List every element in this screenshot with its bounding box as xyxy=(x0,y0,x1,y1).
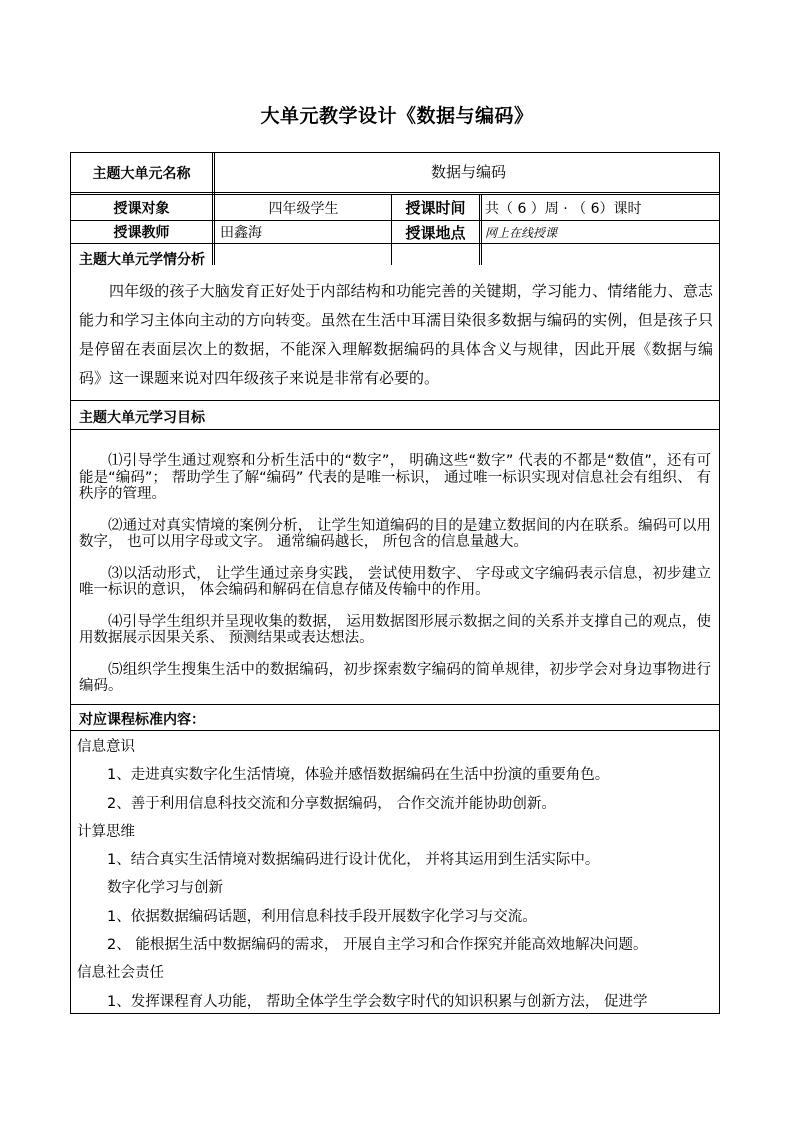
goals-list xyxy=(79,453,711,710)
time-value: 共（ 6 ）周 · （ 6）课时 xyxy=(485,200,642,217)
table-rule xyxy=(71,400,719,401)
analysis-text: 四年级的孩子大脑发育正好处于内部结构和功能完善的关键期，学习能力、情绪能力、意志能力和学习主体向主动的方向转变。虽然在生活中耳濡目染很多数据与编码的实例，但是孩子只是停留在表面层次上的数据，不能深入理解数据编码的具体含义与规律，因此开展《数据与编码》这一课题来说对四年级孩子来说是非常有必要的。 xyxy=(79,282,713,387)
standard-item: 1、发挥课程育人功能， 帮助全体学生学会数字时代的知识积累与创新方法， 促进学 xyxy=(107,993,648,1010)
standard-item: 1、结合真实生活情境对数据编码进行设计优化， 并将其运用到生活实际中。 xyxy=(107,852,600,869)
audience-label: 授课对象 xyxy=(113,200,170,217)
standard-item: 1、依据数据编码话题，利用信息科技手段开展数字化学习与交流。 xyxy=(107,908,537,925)
standard-category: 信息社会责任 xyxy=(77,965,164,982)
standards-list xyxy=(77,733,715,1016)
table-rule xyxy=(479,195,482,265)
table-rule xyxy=(71,730,719,731)
analysis-heading: 主题大单元学情分析 xyxy=(79,252,205,268)
document-title: 大单元教学设计《数据与编码》 xyxy=(260,105,534,127)
table-rule xyxy=(71,429,719,430)
goal-item: ⑴引导学生通过观察和分析生活中的“数字”， 明确这些“数字” 代表的不都是“数值”，还有可能是“编码”； 帮助学生了解“编码” 代表的是唯一标识， 通过唯一标识实现对信息社会有组织、 有秩序的管理。 xyxy=(79,453,711,502)
goals-heading: 主题大单元学习目标 xyxy=(79,410,205,426)
teacher-label: 授课教师 xyxy=(113,225,170,241)
standard-item: 2、善于利用信息科技交流和分享数据编码， 合作交流并能协助创新。 xyxy=(107,795,556,812)
standards-heading: 对应课程标准内容： xyxy=(79,712,205,728)
standard-category: 计算思维 xyxy=(77,823,135,840)
standard-category: 信息意识 xyxy=(77,739,135,755)
time-label: 授课时间 xyxy=(405,199,466,217)
goal-item: ⑶以活动形式， 让学生通过亲身实践， 尝试使用数字、 字母或文字编码表示信息，初步建立唯一标识的意识， 体会编码和解码在信息存储及传输中的作用。 xyxy=(79,565,711,598)
standard-category: 数字化学习与创新 xyxy=(107,880,223,897)
teacher-value: 田鑫海 xyxy=(220,225,262,241)
standard-item: 1、走进真实数字化生活情境，体验并感悟数据编码在生活中扮演的重要角色。 xyxy=(107,767,610,784)
lesson-plan-table xyxy=(70,152,720,1014)
goal-item: ⑵通过对真实情境的案例分析， 让学生知道编码的目的是建立数据间的内在联系。编码可以用数字， 也可以用字母或文字。 通常编码越长， 所包含的信息量越大。 xyxy=(79,517,711,550)
table-rule xyxy=(212,153,215,265)
unit-name-label: 主题大单元名称 xyxy=(92,165,191,182)
audience-value: 四年级学生 xyxy=(268,200,339,217)
place-value: 网上在线授课 xyxy=(485,225,558,240)
standard-item: 2、 能根据生活中数据编码的需求， 开展自主学习和合作探究并能高效地解决问题。 xyxy=(107,937,648,954)
place-label: 授课地点 xyxy=(405,223,466,242)
unit-name-value: 数据与编码 xyxy=(430,162,506,181)
goal-item: ⑸组织学生搜集生活中的数据编码，初步探索数字编码的简单规律，初步学会对身边事物进行编码。 xyxy=(79,661,711,694)
goal-item: ⑷引导学生组织并呈现收集的数据， 运用数据图形展示数据之间的关系并支撑自己的观点，使用数据展示因果关系、 预测结果或表达想法。 xyxy=(79,613,711,646)
table-rule xyxy=(71,243,719,244)
